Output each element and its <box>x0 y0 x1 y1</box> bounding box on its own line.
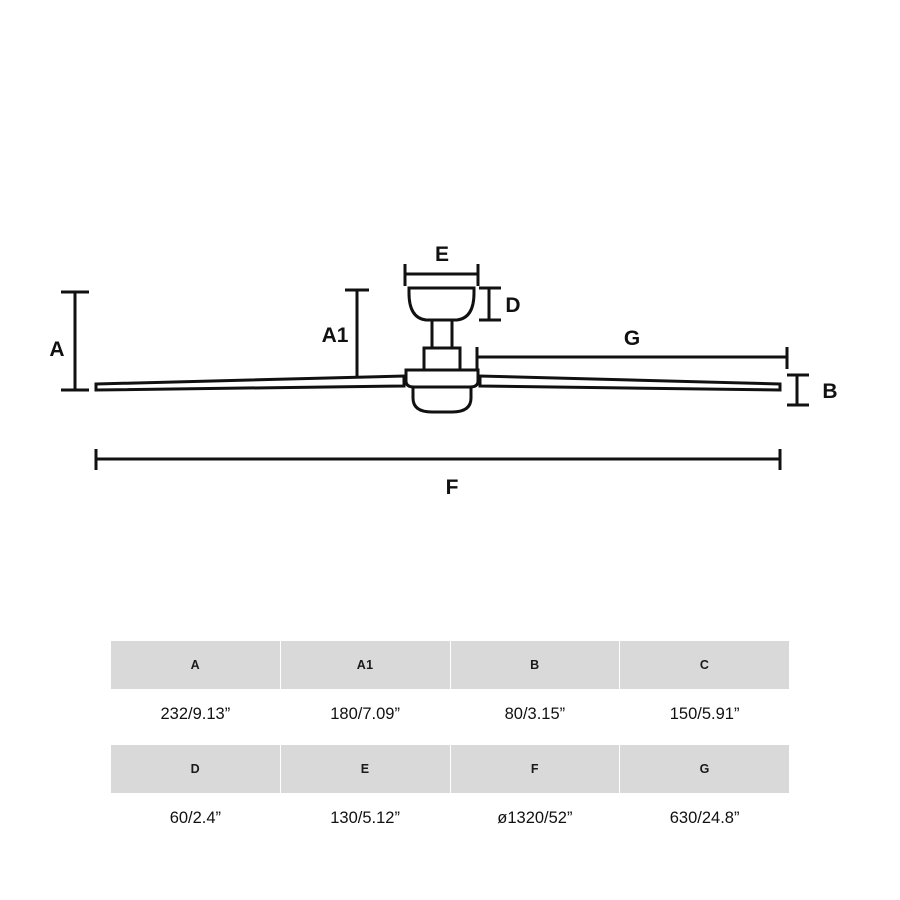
dimension-line-a <box>61 292 89 390</box>
table-value-cell: 130/5.12” <box>280 794 450 843</box>
table-value-cell: 60/2.4” <box>111 794 281 843</box>
label-e: E <box>434 243 450 266</box>
dimension-line-f <box>96 449 780 470</box>
table-header-cell: D <box>111 745 281 794</box>
table-header-cell: A <box>111 641 281 690</box>
label-b: B <box>822 380 838 403</box>
label-d: D <box>505 294 521 317</box>
dimension-line-d <box>479 288 501 320</box>
dimension-line-g <box>477 347 787 369</box>
label-a1: A1 <box>321 324 349 347</box>
table-header-cell: C <box>620 641 790 690</box>
table-value-cell: 630/24.8” <box>620 794 790 843</box>
label-g: G <box>623 327 641 350</box>
dimension-table <box>110 640 790 843</box>
table-header-cell: F <box>450 745 620 794</box>
table-value-cell: 180/7.09” <box>280 690 450 739</box>
label-f: F <box>445 476 459 499</box>
table-row-values-2 <box>111 794 790 843</box>
dimension-line-e <box>405 264 478 286</box>
dimension-line-b <box>787 375 809 405</box>
table-header-cell: B <box>450 641 620 690</box>
table-row-headers-1 <box>111 641 790 690</box>
table-value-cell: 232/9.13” <box>111 690 281 739</box>
dimension-line-a1 <box>345 290 369 378</box>
dimension-table-wrapper <box>110 640 790 843</box>
table-header-cell: E <box>280 745 450 794</box>
table-row-values-1 <box>111 690 790 739</box>
fan-illustration <box>96 288 780 412</box>
table-value-cell: 150/5.91” <box>620 690 790 739</box>
table-header-cell: G <box>620 745 790 794</box>
table-value-cell: 80/3.15” <box>450 690 620 739</box>
table-value-cell: ø1320/52” <box>450 794 620 843</box>
label-a: A <box>49 338 65 361</box>
table-row-headers-2 <box>111 745 790 794</box>
table-header-cell: A1 <box>280 641 450 690</box>
